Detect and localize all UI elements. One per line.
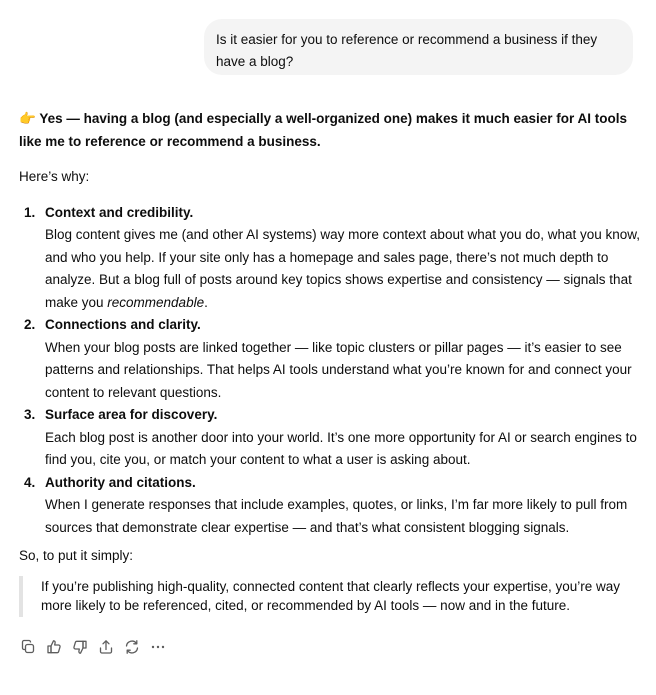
regenerate-icon[interactable] [123,639,140,656]
list-item-title: Authority and citations. [45,474,196,490]
reasons-list [19,202,641,540]
user-message-bubble [204,19,633,75]
list-number: 2. [24,317,36,332]
list-item-text: Blog content gives me (and other AI systems) way more context about what you do, what you know, and who you help. If your site only has a homepage and sales page, there’s not much depth to analyze. But a blog full of posts around key topics shows expertise and consistency — signals that make you [45,227,641,310]
response-lead [19,108,641,153]
assistant-response [19,108,641,617]
list-number: 4. [24,474,36,490]
list-item-text-end: . [204,294,208,310]
list-item-body [45,224,641,314]
pointing-hand-emoji: 👉 [19,111,36,126]
copy-icon[interactable] [19,639,36,656]
more-icon[interactable] [149,639,166,656]
response-outro: So, to put it simply: [19,548,134,563]
list-item-title: Connections and clarity. [45,317,201,332]
list-item [19,472,641,540]
summary-quote: If you’re publishing high-quality, connected content that clearly reflects your expertise, you’re way more likely to be referenced, cited, or recommended by AI tools — now and in the future. [19,576,641,617]
list-item-title: Context and credibility. [45,204,194,220]
response-lead-text: Yes — having a blog (and especially a well-organized one) makes it much easier for AI tools like me to reference or recommend a business. [19,111,627,149]
user-message-text: Is it easier for you to reference or recommend a business if they have a blog? [216,32,598,69]
message-actions [19,636,166,658]
list-number: 3. [24,407,36,422]
emphasis-text: recommendable [107,294,205,310]
list-item [19,404,641,472]
share-icon[interactable] [97,639,114,656]
list-item [19,314,641,404]
list-item-body: When your blog posts are linked together — like topic clusters or pillar pages — it’s easier to see patterns and relationships. That helps AI tools understand what you’re known for and connect your content to relevant questions. [45,339,632,400]
list-item [19,202,641,315]
list-item-body: When I generate responses that include examples, quotes, or links, I’m far more likely to pull from sources that demonstrate clear expertise — and that’s what consistent blogging signals. [45,497,628,535]
list-number: 1. [24,204,36,220]
thumbs-up-icon[interactable] [45,639,62,656]
response-intro: Here’s why: [19,169,90,184]
thumbs-down-icon[interactable] [71,639,88,656]
list-item-body: Each blog post is another door into your world. It’s one more opportunity for AI or search engines to find you, cite you, or match your content to what a user is asking about. [45,429,637,467]
list-item-title: Surface area for discovery. [45,407,218,422]
